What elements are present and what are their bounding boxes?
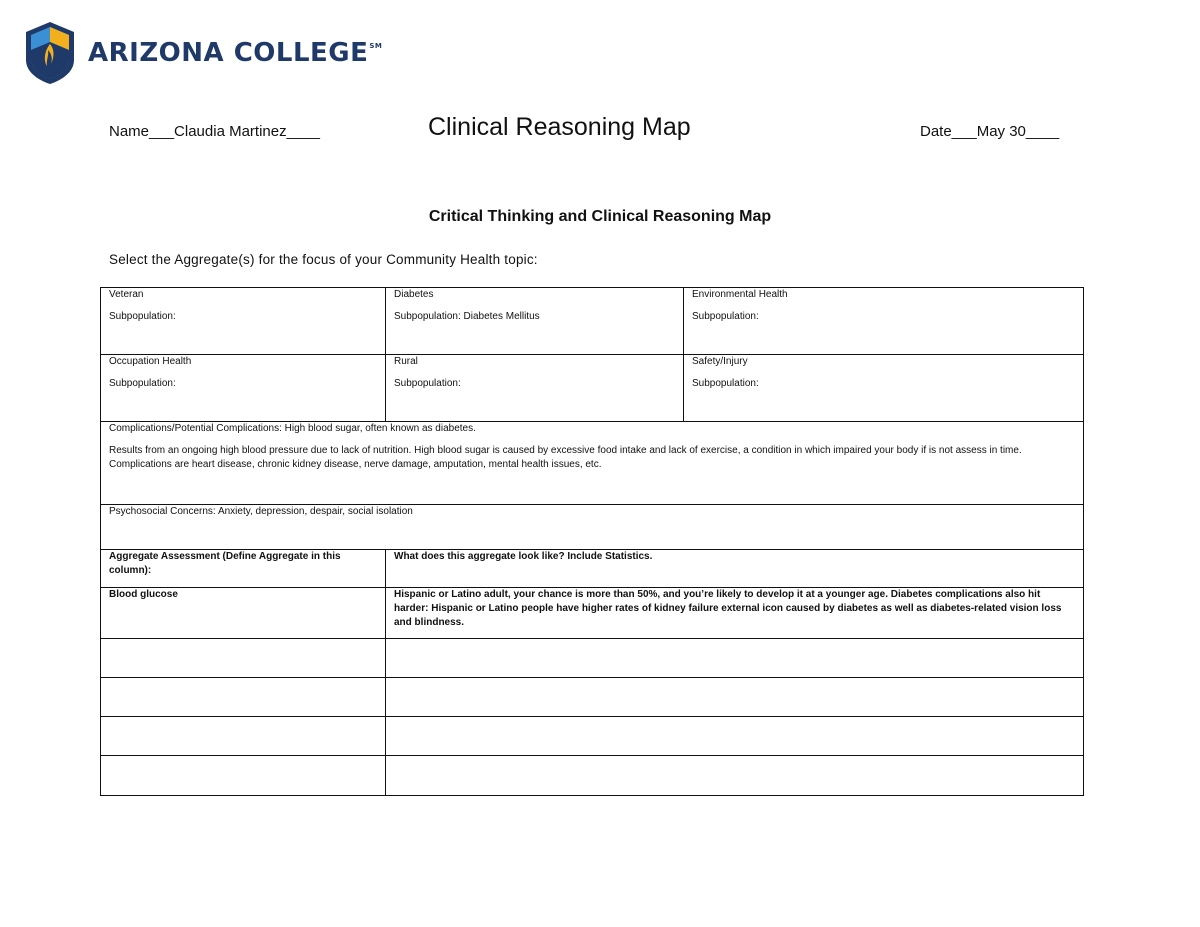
aggregate-name: Veteran bbox=[109, 289, 144, 300]
aggregate-cell-environmental-health[interactable] bbox=[684, 288, 1084, 355]
psychosocial-cell[interactable]: Psychosocial Concerns: Anxiety, depression, despair, social isolation bbox=[101, 505, 1084, 550]
shield-icon bbox=[24, 20, 76, 86]
aggregate-name: Safety/Injury bbox=[692, 356, 748, 367]
statistics-col-header: What does this aggregate look like? Include Statistics. bbox=[386, 550, 1084, 588]
aggregate-row bbox=[101, 288, 1084, 355]
aggregate-cell-veteran[interactable] bbox=[101, 288, 386, 355]
aggregate-row bbox=[101, 355, 1084, 422]
aggregate-assessment-cell[interactable]: Blood glucose bbox=[101, 588, 386, 639]
complications-detail: Results from an ongoing high blood pressure due to lack of nutrition. High blood sugar is caused by excessive food intake and lack of exercise, a condition in which impaired your body if is not assess in time. Complications are heart disease, chronic kidney disease, nerve damage, amputation, mental health issues, etc. bbox=[109, 445, 1022, 470]
student-name: Name___Claudia Martinez____ bbox=[109, 123, 320, 140]
table-row bbox=[101, 756, 1084, 796]
empty-assessment-cell[interactable] bbox=[101, 717, 386, 756]
assessment-col-header: Aggregate Assessment (Define Aggregate in this column): bbox=[101, 550, 386, 588]
aggregate-cell-rural[interactable] bbox=[386, 355, 684, 422]
empty-statistics-cell[interactable] bbox=[386, 717, 1084, 756]
assessment-header-row bbox=[101, 550, 1084, 588]
table-row bbox=[101, 639, 1084, 678]
empty-assessment-cell[interactable] bbox=[101, 756, 386, 796]
table-row bbox=[101, 588, 1084, 639]
aggregate-name: Occupation Health bbox=[109, 356, 192, 367]
page-title: Clinical Reasoning Map bbox=[428, 113, 691, 141]
empty-statistics-cell[interactable] bbox=[386, 678, 1084, 717]
aggregate-statistics-cell[interactable]: Hispanic or Latino adult, your chance is more than 50%, and you’re likely to develop it at a younger age. Diabetes complications also hit harder: Hispanic or Latino people have higher rates of kidney failure external icon caused by diabetes as well as diabetes-related vision loss and blindness. bbox=[386, 588, 1084, 639]
subpopulation-label: Subpopulation: bbox=[692, 378, 759, 389]
aggregate-cell-safety-injury[interactable] bbox=[684, 355, 1084, 422]
aggregate-cell-diabetes[interactable] bbox=[386, 288, 684, 355]
subpopulation-label: Subpopulation: bbox=[109, 378, 176, 389]
logo-text: ARIZONA COLLEGE℠ bbox=[88, 38, 383, 68]
clinical-reasoning-table bbox=[100, 287, 1084, 796]
aggregate-prompt: Select the Aggregate(s) for the focus of your Community Health topic: bbox=[109, 252, 538, 267]
complications-summary: Complications/Potential Complications: High blood sugar, often known as diabetes. bbox=[109, 423, 476, 434]
college-logo bbox=[24, 20, 382, 86]
empty-statistics-cell[interactable] bbox=[386, 639, 1084, 678]
empty-assessment-cell[interactable] bbox=[101, 639, 386, 678]
subpopulation-label: Subpopulation: bbox=[109, 311, 176, 322]
table-row bbox=[101, 717, 1084, 756]
section-title: Critical Thinking and Clinical Reasoning Map bbox=[428, 208, 772, 225]
aggregate-name: Diabetes bbox=[394, 289, 434, 300]
empty-statistics-cell[interactable] bbox=[386, 756, 1084, 796]
subpopulation-label: Subpopulation: Diabetes Mellitus bbox=[394, 311, 540, 322]
complications-row bbox=[101, 422, 1084, 505]
date-field: Date___May 30____ bbox=[920, 123, 1060, 140]
complications-cell[interactable] bbox=[101, 422, 1084, 505]
table-row bbox=[101, 678, 1084, 717]
psychosocial-row bbox=[101, 505, 1084, 550]
aggregate-name: Rural bbox=[394, 356, 418, 367]
empty-assessment-cell[interactable] bbox=[101, 678, 386, 717]
subpopulation-label: Subpopulation: bbox=[692, 311, 759, 322]
subpopulation-label: Subpopulation: bbox=[394, 378, 461, 389]
aggregate-name: Environmental Health bbox=[692, 289, 788, 300]
aggregate-cell-occupation-health[interactable] bbox=[101, 355, 386, 422]
